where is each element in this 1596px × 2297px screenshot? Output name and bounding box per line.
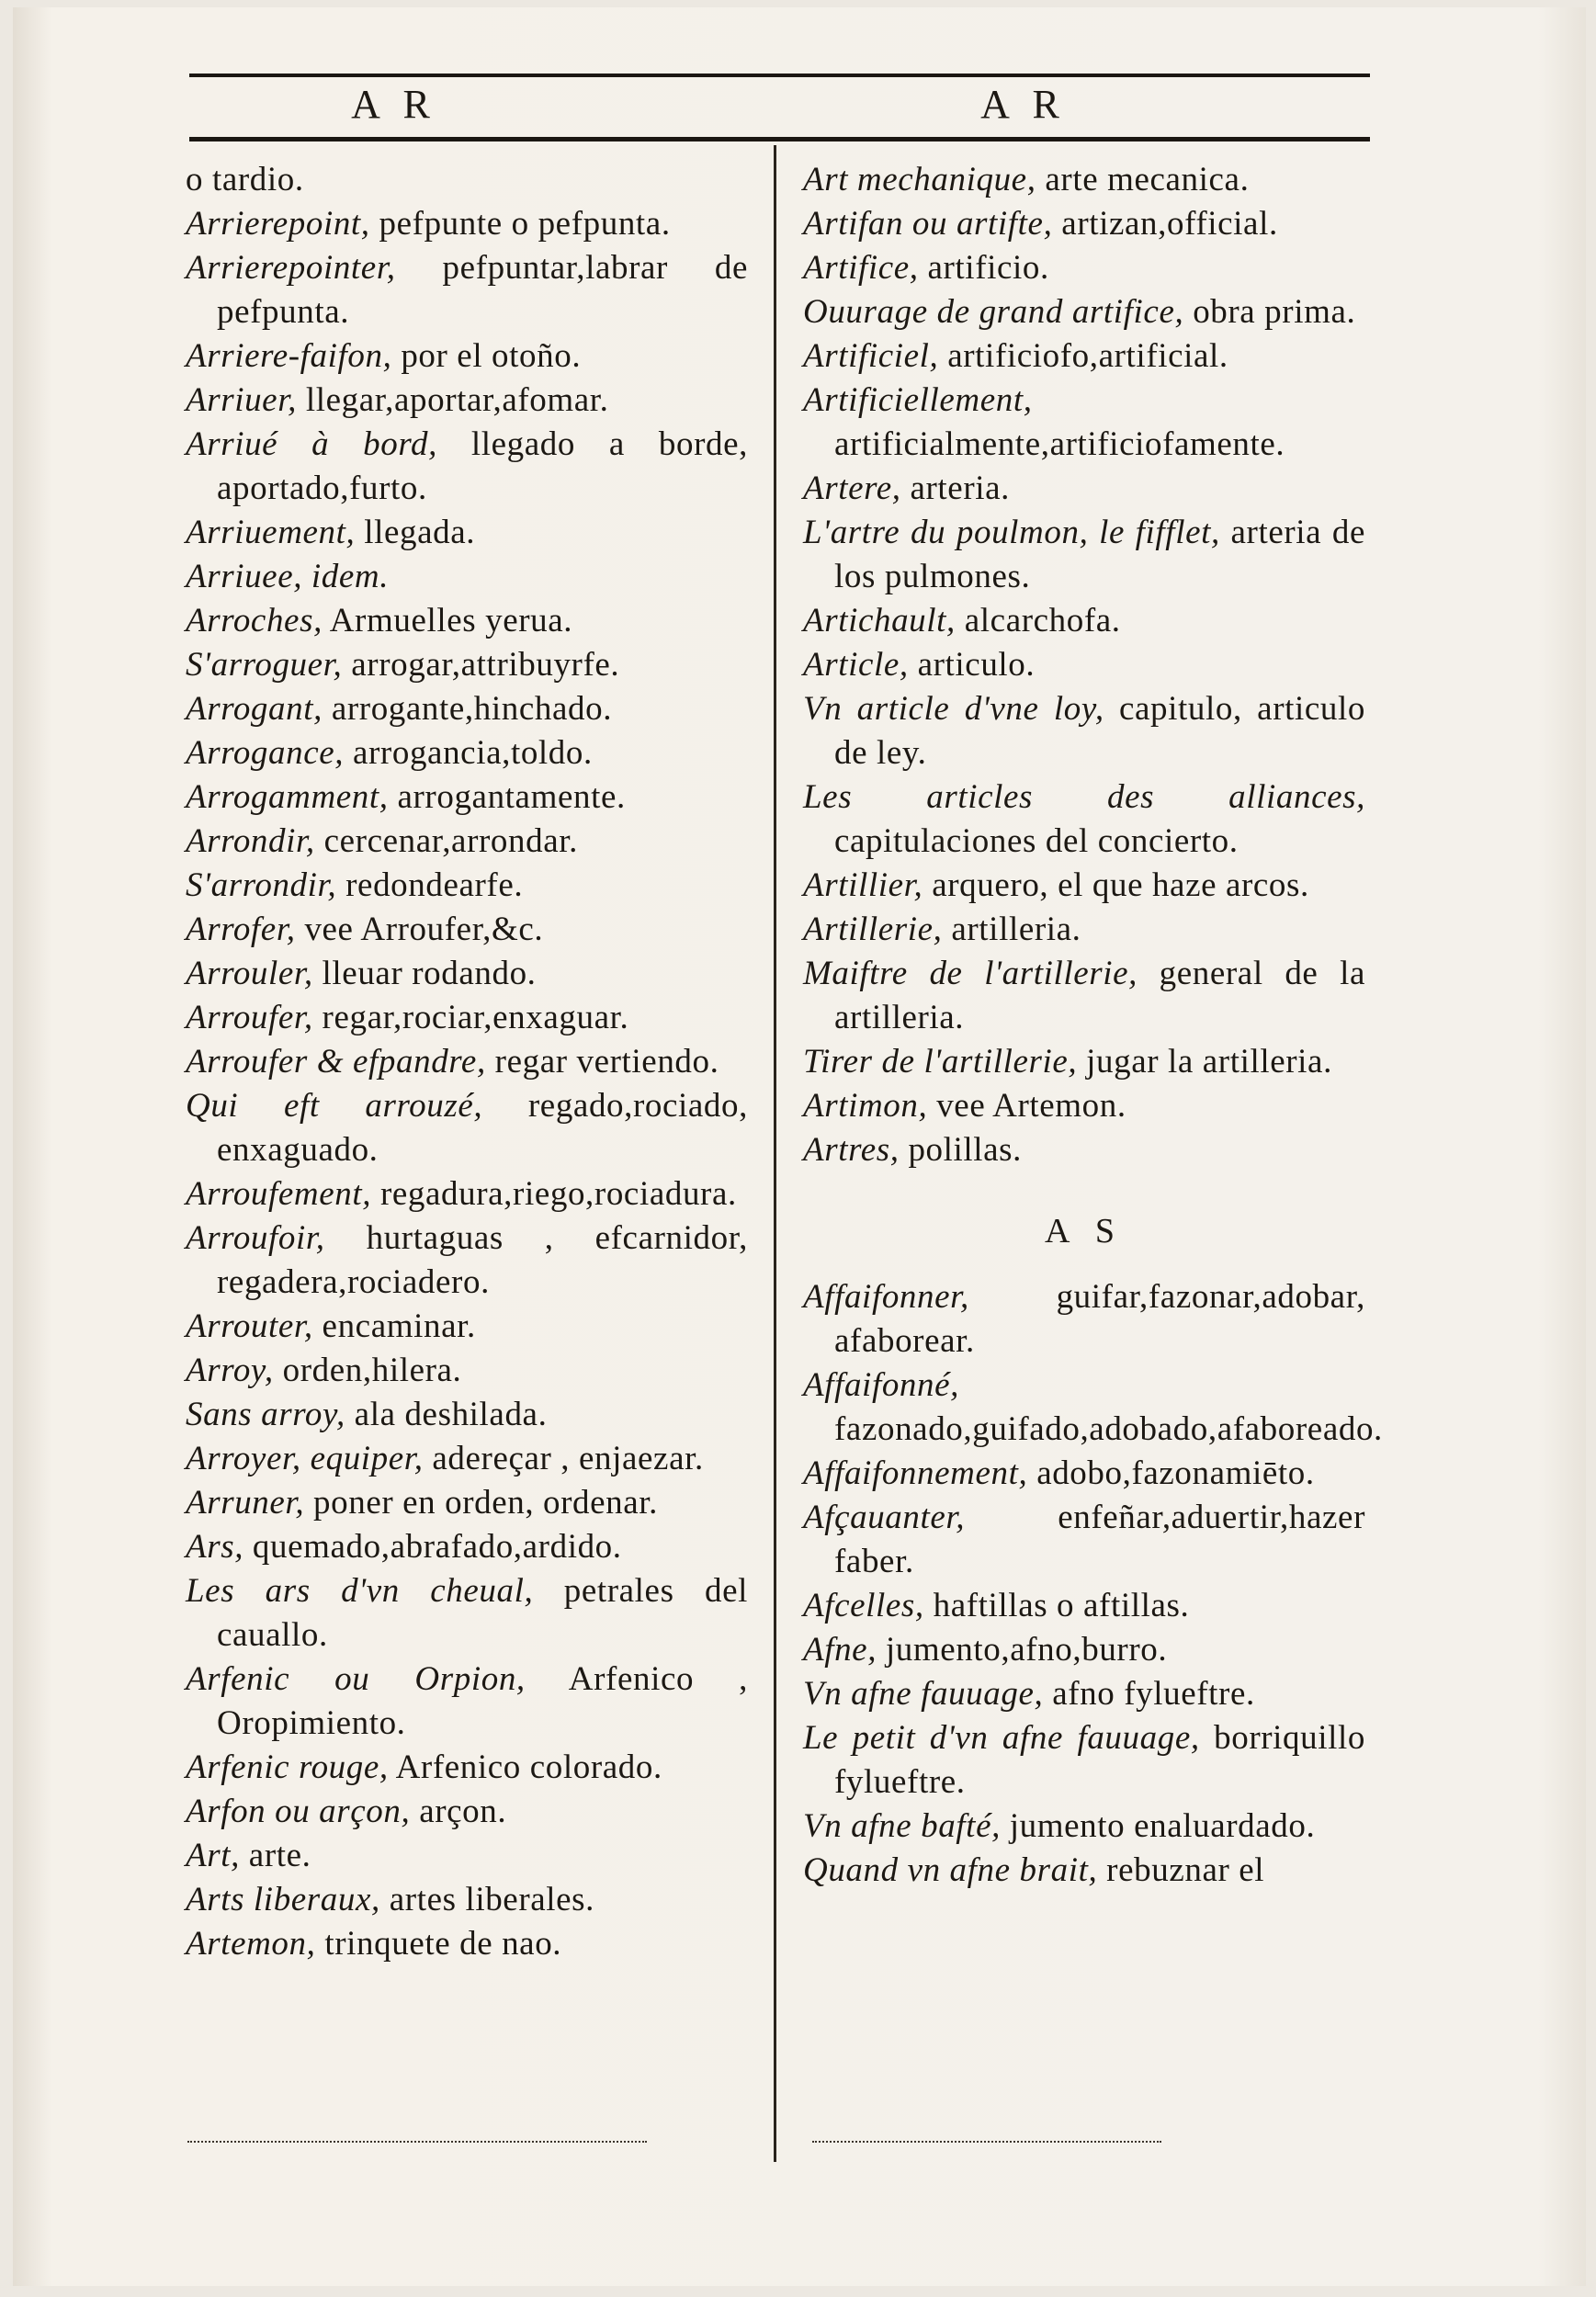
entry-headword: Les ars d'vn cheual, [186,1572,534,1610]
entry-translation: alcarchofa. [964,602,1121,639]
entry-headword: Arroy, [186,1352,274,1389]
entry-translation: poner en orden, ordenar. [313,1484,659,1522]
entry-headword: Maiftre de l'artillerie, [803,955,1138,992]
entry-translation: arrogancia,toldo. [352,734,593,772]
entry-headword: Arruner, [186,1484,305,1522]
dictionary-entry [186,775,748,820]
dictionary-entry [186,996,748,1040]
entry-translation: regadura,riego,rociadura. [379,1175,737,1213]
entry-translation: orden,hilera. [282,1352,462,1389]
entry-translation: general de la artilleria. [834,955,1365,1036]
entry-headword: Ars, [186,1528,244,1566]
entry-translation: Arfenico , Oropimiento. [217,1660,748,1742]
entry-headword: Arriuer, [186,381,297,419]
dictionary-entry [803,1628,1365,1672]
entry-headword: Artillier, [803,866,923,904]
entry-headword: Qui eft arrouzé, [186,1087,483,1125]
right-column [803,158,1383,1893]
entry-translation: arrogante,hinchado. [331,690,613,728]
dictionary-entry [186,643,748,687]
entry-headword: Arroufement, [186,1175,372,1213]
dictionary-entry [803,1496,1365,1584]
dictionary-entry [803,1040,1365,1084]
entry-translation: arteria. [910,470,1010,507]
dictionary-entry [186,952,748,996]
dictionary-entry [186,1525,748,1569]
entry-headword: Arroyer, equiper, [186,1440,424,1477]
entry-headword: Afçauanter, [803,1499,966,1536]
entry-translation: lleuar rodando. [322,955,537,992]
dictionary-entry [186,687,748,731]
entry-headword: Arrondir, [186,822,315,860]
entry-headword: Arrouter, [186,1307,313,1345]
entry-translation: hurtaguas , efcarnidor, regadera,rociadero. [217,1219,748,1301]
entry-translation: encaminar. [322,1307,476,1345]
dictionary-entry [186,1172,748,1216]
entry-headword: Arroufer & efpandre, [186,1043,486,1081]
dictionary-entry [186,202,748,246]
dictionary-entry [803,1128,1365,1172]
dictionary-entry [186,1790,748,1834]
dictionary-entry [186,1437,748,1481]
entry-translation: arçon. [419,1793,507,1830]
dictionary-entry [186,864,748,908]
entry-headword: Affaifonné, [803,1366,959,1404]
dictionary-entry [803,1584,1365,1628]
entry-translation: artizan,official. [1061,205,1278,243]
entry-translation: redondearfe. [345,866,524,904]
dictionary-entry [803,246,1365,290]
entry-translation: arte. [248,1837,311,1874]
entry-translation: por el otoño. [401,337,582,375]
footer-rule-left [187,2141,647,2143]
entry-headword: Arrouler, [186,955,313,992]
entry-translation: polillas. [908,1131,1023,1169]
entry-translation: enfeñar,aduertir,hazer faber. [834,1499,1365,1580]
dictionary-entry [803,1275,1365,1363]
entry-headword: Arfenic rouge, [186,1748,389,1786]
dictionary-entry [186,1349,748,1393]
dictionary-entry [186,423,748,511]
dictionary-entry [803,202,1365,246]
entry-translation: afno fylueftre. [1052,1675,1255,1713]
entry-translation: adobo,fazonamiēto. [1036,1454,1315,1492]
dictionary-entry [803,1849,1365,1893]
entry-headword: Affaifonnement, [803,1454,1028,1492]
entry-translation: rebuznar el [1106,1851,1265,1889]
entry-headword: Artichault, [803,602,956,639]
dictionary-entry [803,379,1365,467]
entry-translation: jumento,afno,burro. [885,1631,1168,1669]
entry-translation: artes liberales. [389,1881,595,1918]
running-head-left: A R [351,82,437,127]
entry-headword: Artimon, [803,1087,928,1125]
entry-translation: arrogar,attribuyrfe. [351,646,620,684]
dictionary-entry [803,1363,1383,1452]
entry-headword: Artillerie, [803,911,943,948]
entry-headword: Vn afne bafté, [803,1807,1001,1845]
entry-headword: Arrogamment, [186,778,389,816]
entry-headword: Arrofer, [186,911,296,948]
dictionary-entry [186,555,748,599]
entry-headword: Artres, [803,1131,900,1169]
dictionary-entry [186,820,748,864]
running-head-right: A R [980,82,1067,127]
entry-headword: S'arrondir, [186,866,337,904]
dictionary-entry [186,1216,748,1305]
dictionary-entry [186,1878,748,1922]
entry-headword: Arroufer, [186,999,313,1036]
entry-headword: Artere, [803,470,901,507]
entry-headword: Vn article d'vne loy, [803,690,1104,728]
entry-translation: vee Arroufer,&c. [304,911,544,948]
entry-headword: Sans arroy, [186,1396,345,1433]
entry-translation: Arfenico colorado. [395,1748,662,1786]
entry-translation: quemado,abrafado,ardido. [252,1528,622,1566]
entry-translation: ala deshilada. [354,1396,548,1433]
entry-translation: regar,rociar,enxaguar. [322,999,629,1036]
dictionary-entry [803,467,1365,511]
dictionary-entry [803,599,1365,643]
footer-rule-right [812,2141,1161,2143]
entry-translation: artificialmente,artificiofamente. [834,425,1285,463]
dictionary-entry [186,1040,748,1084]
dictionary-entry [186,731,748,775]
entry-translation: artificiofo,artificial. [947,337,1228,375]
dictionary-entry [803,687,1365,775]
dictionary-entry [803,1716,1365,1805]
dictionary-entry [803,511,1365,599]
entry-headword: Ouurage de grand artifice, [803,293,1184,331]
dictionary-entry [186,1481,748,1525]
entry-translation: jumento enaluardado. [1009,1807,1316,1845]
entry-headword: Arfenic ou Orpion, [186,1660,526,1698]
column-divider [774,145,776,2162]
entry-headword: Afcelles, [803,1587,924,1624]
entry-translation: regado,rociado, enxaguado. [217,1087,748,1169]
entry-headword: Artificiel, [803,337,939,375]
entry-translation: capitulo, articulo de ley. [834,690,1365,772]
entry-headword: Vn afne fauuage, [803,1675,1044,1713]
entry-headword: Artifan ou artifte, [803,205,1053,243]
entry-translation: adereçar , enjaezar. [432,1440,704,1477]
entry-headword: Le petit d'vn afne fauuage, [803,1719,1200,1757]
entry-headword: Art, [186,1837,240,1874]
entry-headword: Artifice, [803,249,919,287]
dictionary-entry [186,1084,748,1172]
entry-headword: Afne, [803,1631,877,1669]
dictionary-entry [803,1672,1365,1716]
entry-translation: arte mecanica. [1045,161,1250,198]
entry-translation: regar vertiendo. [494,1043,719,1081]
header-rule [189,137,1370,141]
dictionary-entry [186,379,748,423]
entry-headword: Arriere-faifon, [186,337,392,375]
entry-headword: Arriuee, idem. [186,558,390,595]
dictionary-entry [186,1922,748,1966]
entry-headword: Quand vn afne brait, [803,1851,1098,1889]
top-rule [189,74,1370,77]
dictionary-entry [186,908,748,952]
dictionary-entry [186,246,748,334]
entry-translation: capitulaciones del concierto. [834,822,1239,860]
entry-headword: Les articles des alliances, [803,778,1365,816]
dictionary-entry [186,1746,748,1790]
section-heading: A S [1045,1212,1124,1250]
entry-headword: Arrierepointer, [186,249,396,287]
entry-translation: llegado a borde, aportado,furto. [217,425,748,507]
entry-translation: arrogantamente. [397,778,626,816]
entry-translation: fazonado,guifado,adobado,afaboreado. [834,1410,1383,1448]
dictionary-entry [803,334,1365,379]
entry-translation: llegada. [364,514,476,551]
entry-translation: arquero, el que haze arcos. [932,866,1309,904]
entry-translation: articulo. [917,646,1036,684]
entry-headword: Artemon, [186,1925,316,1963]
dictionary-entry [803,1084,1365,1128]
entry-headword: Article, [803,646,909,684]
entry-headword: Arriué à bord, [186,425,437,463]
dictionary-page [13,7,1586,2286]
entry-headword: Arroufoir, [186,1219,325,1257]
entry-headword: L'artre du poulmon, le fifflet, [803,514,1220,551]
dictionary-entry [186,1393,748,1437]
dictionary-entry [186,158,748,202]
entry-translation: pefpunte o pefpunta. [379,205,671,243]
entry-translation: artilleria. [951,911,1081,948]
entry-headword: Arrogant, [186,690,323,728]
dictionary-entry [186,599,748,643]
entry-headword: Arts liberaux, [186,1881,380,1918]
dictionary-entry [803,775,1365,864]
entry-translation: artificio. [927,249,1049,287]
entry-headword: Arriuement, [186,514,356,551]
dictionary-entry [803,952,1365,1040]
entry-headword: Arrogance, [186,734,345,772]
dictionary-entry [803,643,1365,687]
dictionary-entry [803,864,1365,908]
entry-translation: arteria de los pulmones. [834,514,1365,595]
entry-headword: Arroches, [186,602,323,639]
entry-headword: Affaifonner, [803,1278,969,1316]
dictionary-entry [803,158,1365,202]
entry-translation: llegar,aportar,afomar. [305,381,609,419]
dictionary-entry [803,908,1365,952]
entry-translation: petrales del cauallo. [217,1572,748,1654]
entry-headword: S'arroguer, [186,646,343,684]
entry-translation: Armuelles yerua. [329,602,573,639]
dictionary-entry [186,1658,748,1746]
entry-headword: Tirer de l'artillerie, [803,1043,1078,1081]
dictionary-entry [186,1569,748,1658]
entry-translation: pefpuntar,labrar de pefpunta. [217,249,748,331]
entry-translation: vee Artemon. [936,1087,1126,1125]
dictionary-entry [186,1305,748,1349]
dictionary-entry [803,1805,1365,1849]
entry-headword: Arrierepoint, [186,205,370,243]
entry-translation: o tardio. [186,161,304,198]
entry-translation: obra prima. [1193,293,1356,331]
entry-translation: trinquete de nao. [324,1925,562,1963]
left-column [186,158,748,1966]
entry-translation: jugar la artilleria. [1086,1043,1332,1081]
entry-translation: borriquillo fylueftre. [834,1719,1365,1801]
dictionary-entry [186,511,748,555]
entry-translation: guifar,fazonar,adobar, afaborear. [834,1278,1365,1360]
entry-translation: haftillas o aftillas. [933,1587,1190,1624]
entry-headword: Arfon ou arçon, [186,1793,411,1830]
dictionary-entry [803,1452,1365,1496]
dictionary-entry [186,1834,748,1878]
entry-translation: cercenar,arrondar. [323,822,578,860]
dictionary-entry [803,290,1365,334]
entry-headword: Art mechanique, [803,161,1036,198]
entry-headword: Artificiellement, [803,381,1033,419]
dictionary-entry [186,334,748,379]
